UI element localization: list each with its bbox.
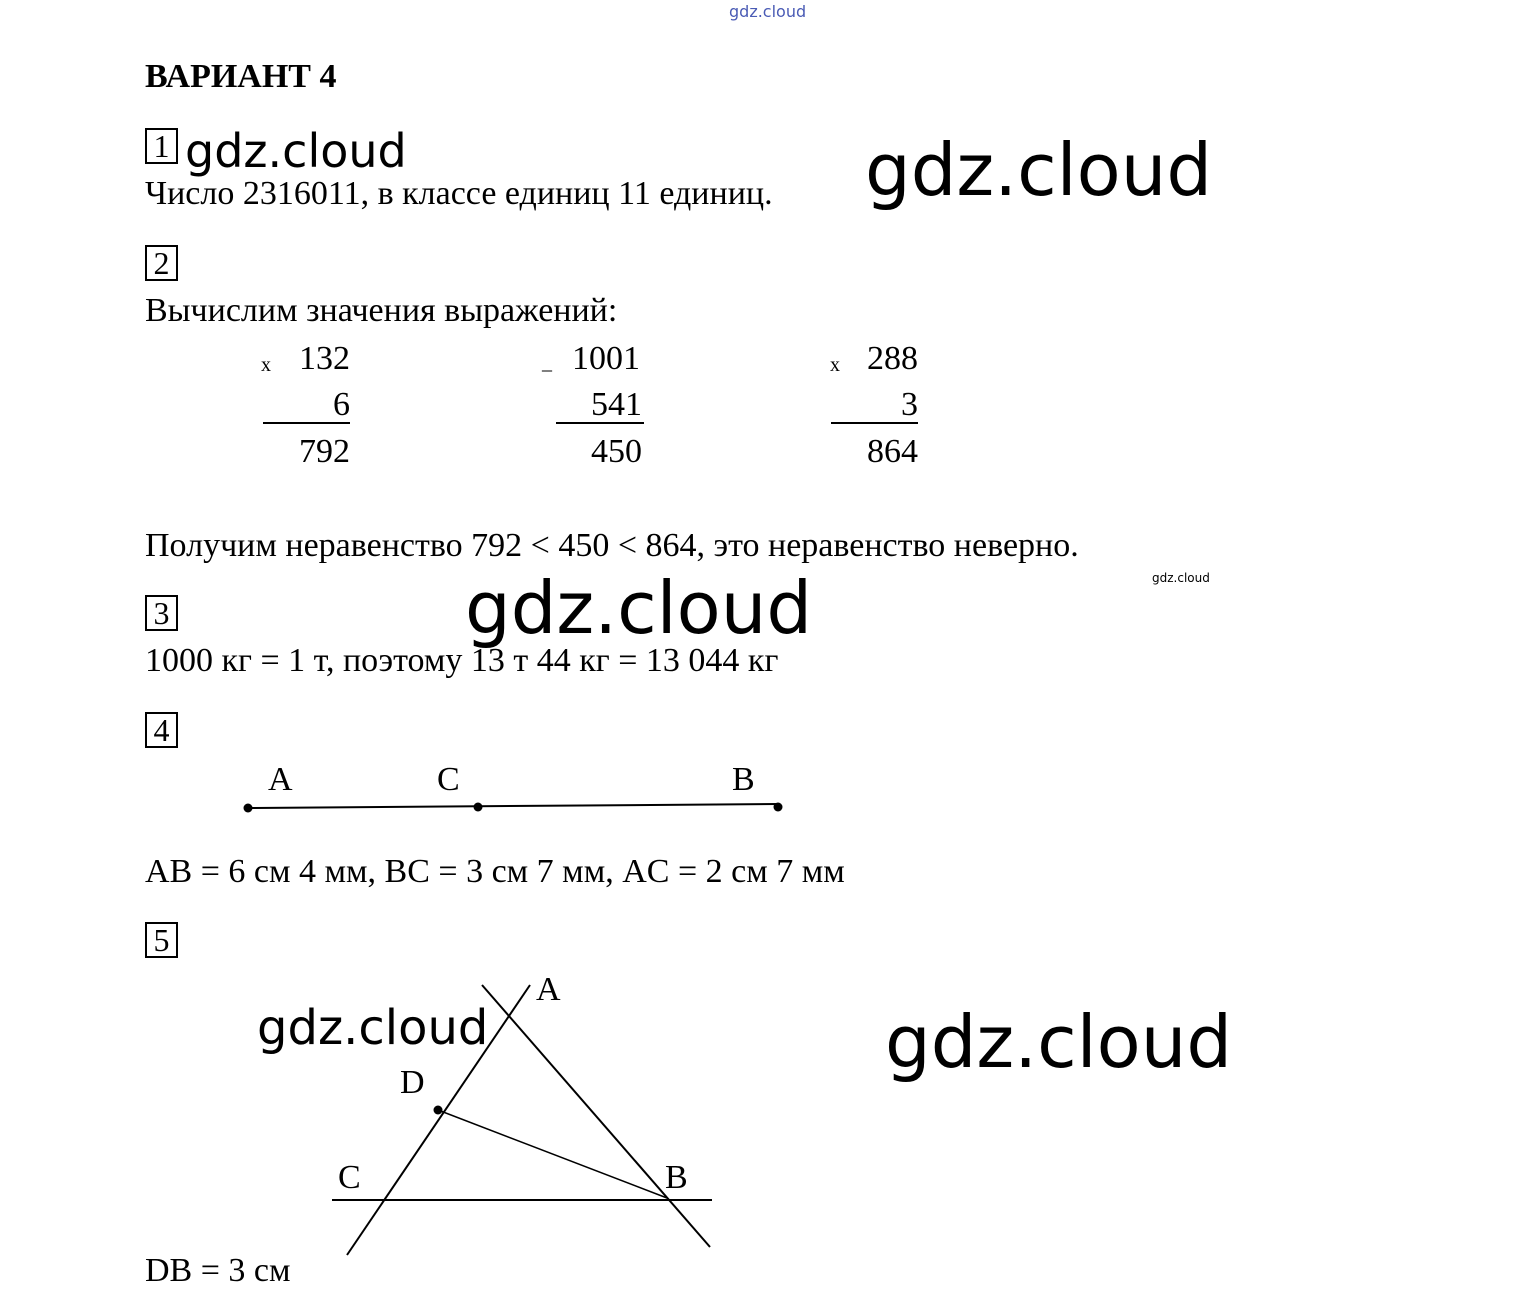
task-1-text: Число 2316011, в классе единиц 11 единиц. [145,175,773,212]
column-3-bottom: 3 [901,386,918,423]
task-4-text: AB = 6 см 4 мм, BC = 3 см 7 мм, AC = 2 см 7 мм [145,853,845,890]
task-5-text: DB = 3 см [145,1252,291,1289]
column-1-line [263,422,350,424]
column-1-bottom: 6 [333,386,350,423]
line-db [438,1110,667,1198]
segment-label-a: A [268,761,293,798]
column-3-result: 864 [867,433,918,470]
triangle-label-b: B [665,1159,688,1196]
line-ab [482,985,710,1247]
task-5-number: 5 [145,922,178,958]
task-2-number: 2 [145,245,178,281]
watermark-2: gdz.cloud [865,128,1213,212]
task-3-number: 3 [145,595,178,631]
watermark-top: gdz.cloud [729,2,807,21]
watermark-small: gdz.cloud [1152,571,1210,585]
column-3-line [831,422,918,424]
point-d-dot [434,1106,443,1115]
column-1-result: 792 [299,433,350,470]
column-2-result: 450 [591,433,642,470]
column-2-sign: _ [542,352,552,374]
segment-label-b: B [732,761,755,798]
column-2-bottom: 541 [591,386,642,423]
segment-diagram [230,755,810,825]
segment-ab-line [248,804,778,808]
triangle-label-a: A [536,971,561,1008]
task-2-intro: Вычислим значения выражений: [145,292,618,329]
watermark-5: gdz.cloud [885,1000,1233,1084]
column-1-top: 132 [299,340,350,377]
column-2-top: 1001 [572,340,640,377]
point-a-dot [244,804,253,813]
column-1-sign: x [261,354,271,376]
column-3-sign: x [830,354,840,376]
task-2-conclusion: Получим неравенство 792 < 450 < 864, это неравенство неверно. [145,527,1079,564]
task-3-text: 1000 кг = 1 т, поэтому 13 т 44 кг = 13 044 кг [145,642,779,679]
watermark-4: gdz.cloud [257,1000,489,1056]
watermark-3: gdz.cloud [465,566,813,650]
point-c-dot [474,803,483,812]
column-3-top: 288 [867,340,918,377]
segment-label-c: C [437,761,460,798]
variant-title: ВАРИАНТ 4 [145,58,337,95]
task-1-number: 1 [145,128,178,164]
triangle-label-c: C [338,1159,361,1196]
triangle-label-d: D [400,1064,425,1101]
task-4-number: 4 [145,712,178,748]
column-2-line [556,422,644,424]
point-b-dot [774,803,783,812]
watermark-1: gdz.cloud [185,124,407,178]
